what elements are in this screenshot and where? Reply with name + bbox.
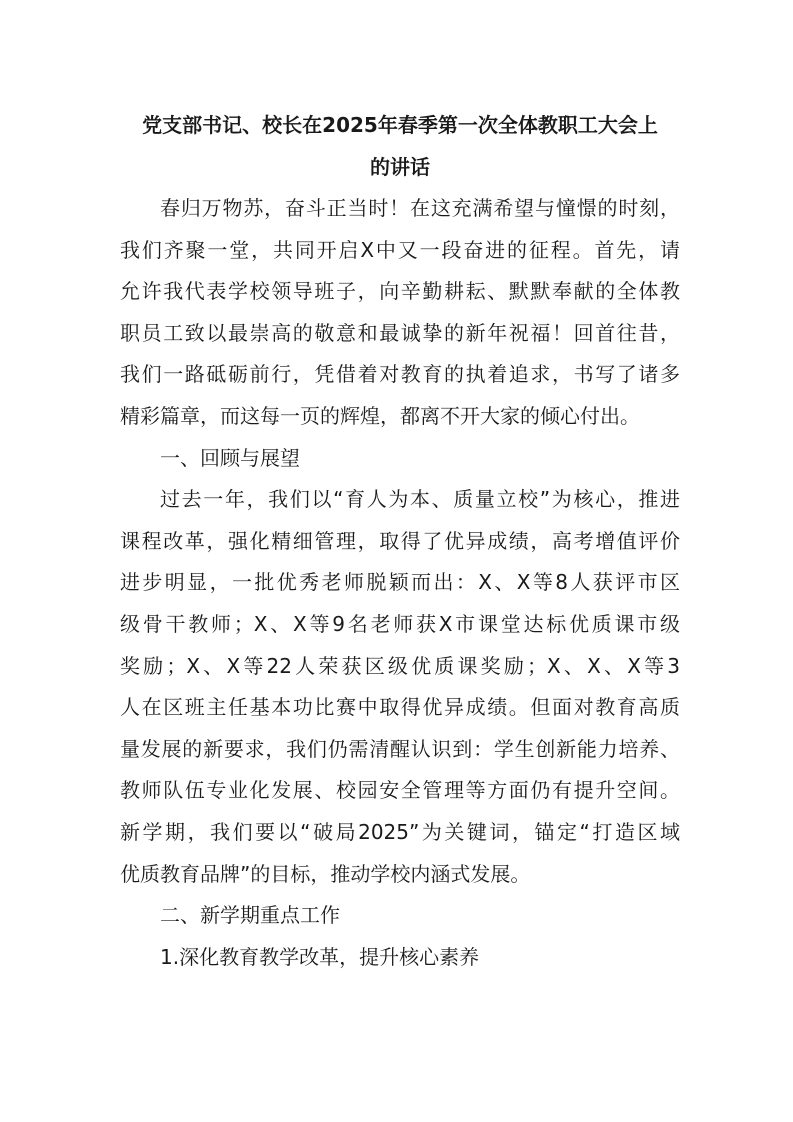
text-line: 量发展的新要求，我们仍需清醒认识到：学生创新能力培养、 [120, 736, 680, 761]
paragraph [120, 479, 680, 895]
text-line: 一、回顾与展望 [160, 445, 300, 470]
text-line: 1.深化教育教学改革，提升核心素养 [160, 944, 480, 969]
paragraph [120, 937, 680, 979]
paragraph [120, 438, 680, 480]
document-body [120, 188, 680, 978]
text-line: 新学期，我们要以“破局2025”为关键词，锚定“打造区域 [120, 819, 680, 844]
text-line: 职员工致以最崇高的敬意和最诚挚的新年祝福！回首往昔， [120, 320, 680, 345]
document-page [120, 104, 680, 978]
paragraph [120, 188, 680, 438]
paragraph [120, 895, 680, 937]
text-line: 春归万物苏，奋斗正当时！在这充满希望与憧憬的时刻， [160, 196, 680, 220]
document-title [120, 104, 680, 188]
text-line: 二、新学期重点工作 [160, 903, 340, 928]
text-line: 进步明显，一批优秀老师脱颖而出：X、X等8人获评市区 [120, 570, 680, 595]
title-line: 的讲话 [370, 155, 430, 179]
text-line: 过去一年，我们以“育人为本、质量立校”为核心，推进 [160, 487, 680, 512]
text-line: 我们齐聚一堂，共同开启X中又一段奋进的征程。首先，请 [120, 237, 680, 262]
text-line: 允许我代表学校领导班子，向辛勤耕耘、默默奉献的全体教 [120, 279, 680, 304]
text-line: 课程改革，强化精细管理，取得了优异成绩，高考增值评价 [120, 528, 680, 553]
text-line: 精彩篇章，而这每一页的辉煌，都离不开大家的倾心付出。 [120, 403, 640, 428]
text-line: 奖励；X、X等22人荣获区级优质课奖励；X、X、X等3 [120, 653, 680, 678]
title-line: 党支部书记、校长在2025年春季第一次全体教职工大会上 [142, 113, 658, 137]
text-line: 级骨干教师；X、X等9名老师获X市课堂达标优质课市级 [120, 611, 680, 636]
text-line: 优质教育品牌”的目标，推动学校内涵式发展。 [120, 861, 531, 886]
text-line: 教师队伍专业化发展、校园安全管理等方面仍有提升空间。 [120, 778, 680, 803]
text-line: 人在区班主任基本功比赛中取得优异成绩。但面对教育高质 [120, 695, 680, 720]
text-line: 我们一路砥砺前行，凭借着对教育的执着追求，书写了诸多 [120, 362, 680, 387]
